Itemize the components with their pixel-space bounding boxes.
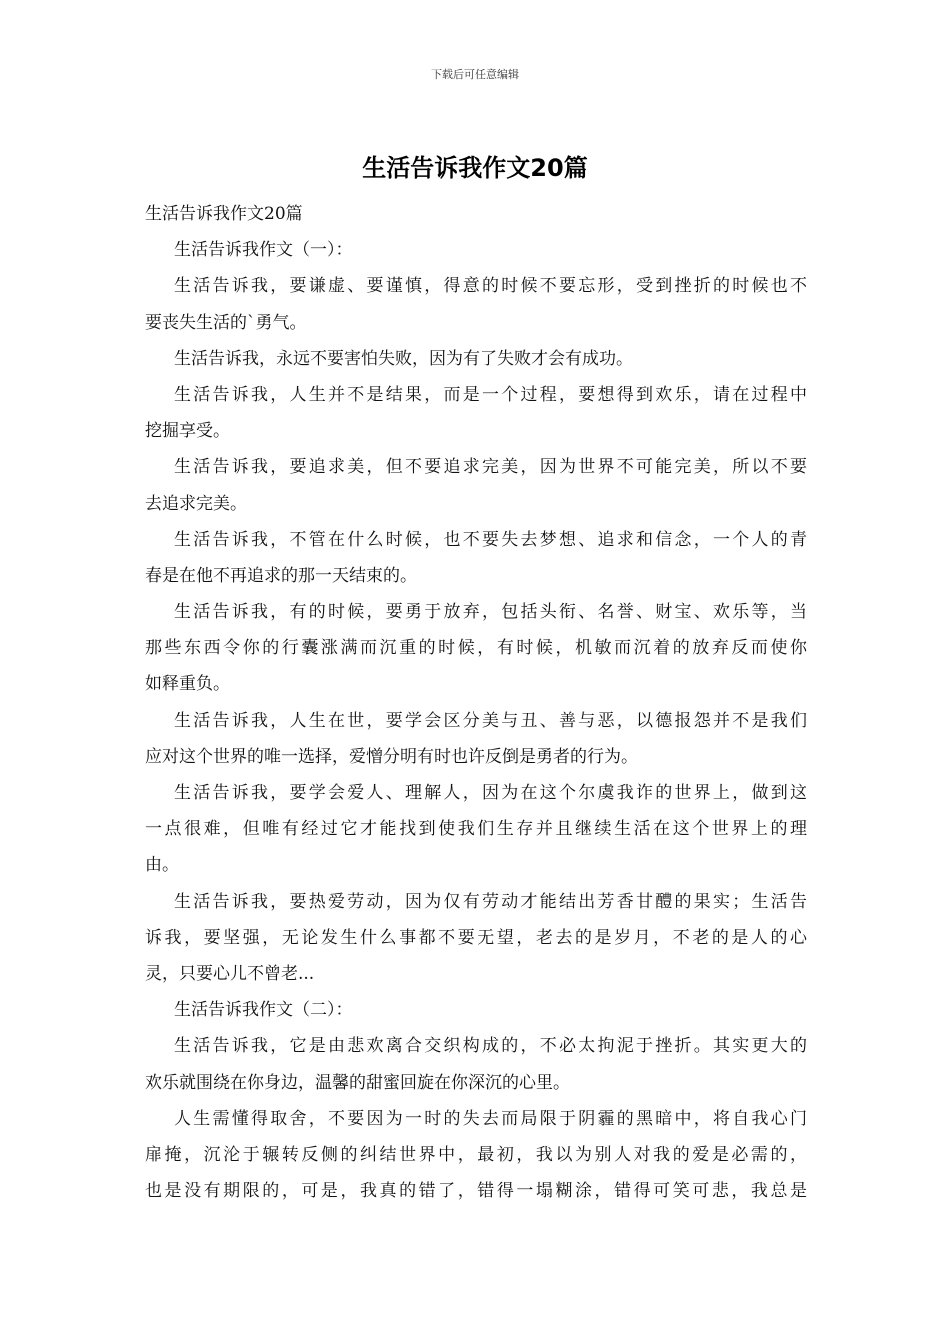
body-text-line: 生活告诉我，有的时候，要勇于放弃，包括头衔、名誉、财宝、欢乐等，当 (174, 602, 807, 623)
body-text-line: 生活告诉我，人生并不是结果，而是一个过程，要想得到欢乐，请在过程中 (174, 384, 807, 405)
body-text-line: 要丧失生活的`勇气。 (145, 312, 307, 333)
body-text-line: 生活告诉我作文（一）： (174, 240, 353, 261)
body-text-line: 灵，只要心儿不曾老... (145, 963, 315, 984)
body-text-line: 生活告诉我，它是由悲欢离合交织构成的，不必太拘泥于挫折。其实更大的 (174, 1036, 807, 1057)
body-text-line: 生活告诉我，要热爱劳动，因为仅有劳动才能结出芳香甘醴的果实；生活告 (174, 891, 807, 912)
body-text-line: 生活告诉我作文（二）： (174, 1000, 353, 1021)
body-text-line: 也是没有期限的，可是，我真的错了，错得一塌糊涂，错得可笑可悲，我总是 (145, 1181, 807, 1202)
body-text-line: 春是在他不再追求的那一天结束的。 (145, 565, 417, 586)
document-body (145, 196, 807, 1209)
body-text-line: 生活告诉我，人生在世，要学会区分美与丑、善与恶，以德报怨并不是我们 (174, 710, 807, 731)
body-text-line: 挖掘享受。 (145, 421, 230, 442)
document-title: 生活告诉我作文20篇 (362, 154, 588, 182)
body-text-line: 诉我，要坚强，无论发生什么事都不要无望，老去的是岁月，不老的是人的心 (145, 927, 807, 948)
body-text-line: 生活告诉我，要谦虚、要谨慎，得意的时候不要忘形，受到挫折的时候也不 (174, 276, 807, 297)
body-text-line: 人生需懂得取舍，不要因为一时的失去而局限于阴霾的黑暗中，将自我心门 (174, 1108, 807, 1129)
body-text-line: 那些东西令你的行囊涨满而沉重的时候，有时候，机敏而沉着的放弃反而使你 (145, 638, 807, 659)
body-text-line: 一点很难，但唯有经过它才能找到使我们生存并且继续生活在这个世界上的理 (145, 819, 807, 840)
body-text-line: 应对这个世界的唯一选择，爱憎分明有时也许反倒是勇者的行为。 (145, 746, 638, 767)
body-text-line: 生活告诉我作文20篇 (145, 204, 303, 224)
body-text-line: 生活告诉我，不管在什么时候，也不要失去梦想、追求和信念，一个人的青 (174, 529, 807, 550)
body-text-line: 生活告诉我，永远不要害怕失败，因为有了失败才会有成功。 (174, 348, 633, 369)
body-text-line: 由。 (145, 855, 179, 876)
body-text-line: 扉掩，沉沦于辗转反侧的纠结世界中，最初，我以为别人对我的爱是必需的， (145, 1144, 807, 1165)
body-text-line: 生活告诉我，要学会爱人、理解人，因为在这个尔虞我诈的世界上，做到这 (174, 783, 807, 803)
page-header-note: 下载后可任意编辑 (431, 68, 519, 81)
body-text-line: 欢乐就围绕在你身边，温馨的甜蜜回旋在你深沉的心里。 (145, 1072, 570, 1093)
body-text-line: 如释重负。 (145, 674, 230, 695)
body-text-line: 去追求完美。 (145, 493, 247, 514)
body-text-line: 生活告诉我，要追求美，但不要追求完美，因为世界不可能完美，所以不要 (174, 457, 807, 478)
